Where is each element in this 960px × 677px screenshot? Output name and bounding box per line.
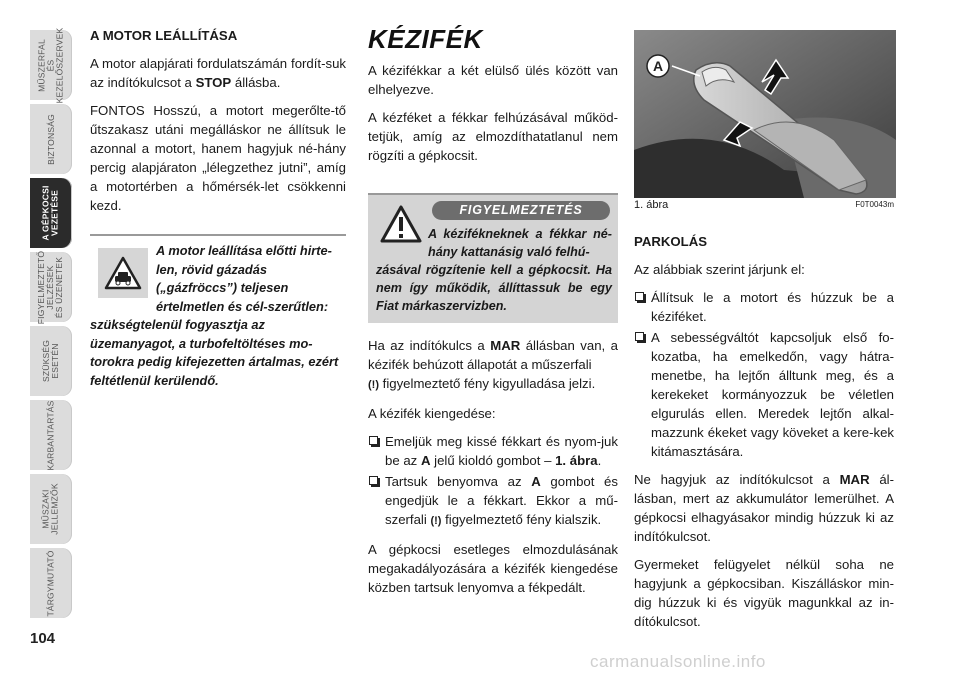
tab-muszaki-jellemzok[interactable] [30,474,72,544]
text: Ha az indítókulcs a [368,338,491,353]
text: figyelmeztető fény kialszik. [441,512,602,527]
column-handbrake [368,26,618,174]
column-handbrake-lower [368,336,618,606]
tab-label: BIZTONSÁG [45,113,56,165]
mar-keyword: MAR [490,338,521,353]
list-item: Állítsuk le a motort és húzzuk be a kéziféket. [634,288,894,326]
list-item: A sebességváltót kapcsoljuk első fo-kozatba, ha emelkedőn, vagy hátra-menetbe, ha lejtőn álltunk meg, és a kerekeket kormányozzuk be véletlen elgurulás ellen. Meredek lejtőn alkal-mazzunk ékeket vagy köveket a kere-kek kitámasztására. [634,328,894,461]
text: állásba. [231,75,281,90]
tab-label: SZÜKSÉG ESETÉN [41,339,60,383]
warning-car-icon [98,248,148,298]
parking-steps [634,288,894,461]
paragraph [90,54,346,92]
figure-code: F0T0043m [855,200,894,209]
tab-label: A GÉPKOCSI VEZETÉSE [41,185,60,241]
text: jelű kioldó gombot – [430,453,556,468]
warning-box [368,193,618,323]
tab-gepkocsi-vezetese[interactable] [30,178,72,248]
figure-ref: 1. ábra [555,453,598,468]
tab-label: KARBANTARTÁS [45,399,56,471]
warning-text-rest: zásával rögzítenie kell a gépkocsit. Ha nem így működik, állíttassuk be egy Fiat márkaszervizben. [376,263,612,313]
column-engine-stop [90,26,346,224]
page-title: KÉZIFÉK [368,24,483,54]
handbrake-illustration [634,30,896,198]
list-item [368,472,618,531]
paragraph: A gépkocsi esetleges elmozdulásának megakadályozására a kézifék kiengedése közben tartsuk lenyomva a fékpedált. [368,542,618,595]
text: Ne hagyjuk az indítókulcsot a [634,472,840,487]
handbrake-warning-icon: (!) [368,379,379,391]
paragraph: A kézifék kiengedése: [368,406,496,421]
tab-label: MŰSZERFAL ÉS KEZELŐSZERVEK [36,27,65,103]
column-parking [634,232,894,640]
text: figyelmeztető fény kigyulladása jelzi. [379,376,596,391]
warning-text [376,225,612,315]
paragraph: A kézifékkar a két elülső ülés között van elhelyezve. [368,63,618,97]
figure-caption [634,198,896,212]
section-heading: PARKOLÁS [634,234,708,249]
text: Emeljük meg kissé fékkart és nyom-juk be az [385,434,618,468]
figure-caption-text: 1. ábra [634,199,669,211]
paragraph: Gyermeket felügyelet nélkül soha ne hagyjunk a gépkocsiban. Kiszálláskor min-dig húzzuk ki és vigyük magunkkal az in-dítókulcsot. [634,557,894,629]
handbrake-warning-icon: (!) [430,515,442,527]
button-a-label: A [531,474,541,489]
button-a-label: A [420,453,431,468]
paragraph-mar [634,470,894,546]
paragraph: Az alábbiak szerint járjunk el: [634,262,805,277]
paragraph: A kézféket a fékkar felhúzásával működ-tetjük, amíg az elmozdíthatatlanul nem rögzíti a gépkocsit. [368,110,618,163]
tab-targymutato[interactable] [30,548,72,618]
warning-text: A motor leállítása előtti hirte-len, rövid gázadás („gázfröccs”) teljesen értelmetlen és cél-szerűtlen: szükségtelenül fogyasztja az üzemanyagot, a turbofeltöltéses mo-torokra pedig kifejezetten ártalmas, ezért feltétlenül kerülendő. [90,243,339,388]
tab-szukseg-eseten[interactable] [30,326,72,396]
paragraph-fontos: FONTOS Hosszú, a motort megerőlte-tő űtszakasz utáni megálláskor ne állítsuk le azonnal a motort, hanem hagyjuk né-hány percig alapjáraton „lélegzethez jutni”, amíg a motortérben a hőmérsék-let csökkenni kezd. [90,103,346,213]
warning-text-first: A kézifékneknek a fékkar né-hány kattanásig való felhú- [428,227,612,259]
handbrake-figure [634,30,896,198]
list-item [368,432,618,470]
watermark: carmanualsonline.info [590,652,766,671]
warning-banner: FIGYELMEZTETÉS [432,201,610,220]
text: állásban van, a kézifék behúzott állapotát a műszerfali [368,338,618,372]
tab-figyelmezteto[interactable] [30,252,72,322]
tab-karbantartas[interactable] [30,400,72,470]
text: gombot és engedjük le a fékkart. Ekkor a mű-szerfali [385,474,618,527]
warning-note-engine [90,234,346,390]
tab-label: TÁRGYMUTATÓ [45,549,56,617]
stop-keyword: STOP [195,75,232,90]
text: Tartsuk benyomva az [385,474,532,489]
text: A motor alapjárati fordulatszámán fordít-suk az indítókulcsot a [90,56,346,90]
paragraph-mar [368,336,618,395]
release-steps [368,432,618,531]
tab-label: MŰSZAKI JELLEMZŐK [41,483,60,535]
tab-biztonsag[interactable] [30,104,72,174]
text: ál-lásban, mert az akkumulátor lemerülhet. A gépkocsi elhagyásakor mindig húzzuk ki az indítókulcsot. [634,472,894,544]
page-number: 104 [30,630,56,647]
mar-keyword: MAR [839,472,870,487]
section-heading: A MOTOR LEÁLLÍTÁSA [90,28,238,43]
tab-label: FIGYELMEZTETŐ JELZÉSEK ÉS ÜZENETEK [36,250,65,324]
figure-callout-label: A [652,58,664,74]
tab-muszerfal[interactable] [30,27,72,103]
text: . [597,453,602,468]
